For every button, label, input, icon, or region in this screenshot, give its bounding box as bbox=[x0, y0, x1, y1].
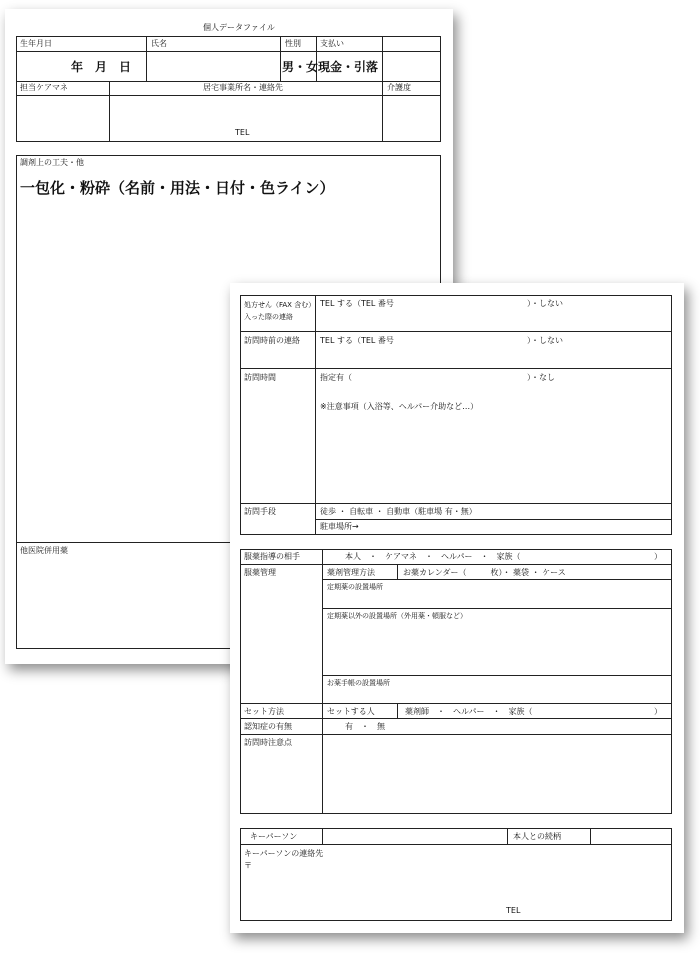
keyperson-table bbox=[240, 828, 672, 921]
pre-visit-value: TEL する（TEL 番号 bbox=[320, 336, 394, 345]
keyperson-tel: TEL bbox=[506, 906, 521, 915]
visit-time-tail: ）・なし bbox=[527, 373, 555, 382]
dementia-value: 有 ・ 無 bbox=[345, 722, 385, 731]
set-person-label: セットする人 bbox=[327, 707, 375, 716]
regular-place-label: 定期薬の設置場所 bbox=[327, 583, 383, 591]
dispensing-label: 調剤上の工夫・他 bbox=[20, 158, 84, 167]
birth-date-label: 生年月日 bbox=[20, 39, 52, 48]
medication-table bbox=[240, 549, 672, 814]
management-method-value: お薬カレンダー（ 枚）・ 薬袋 ・ ケース bbox=[403, 568, 566, 577]
set-person-close: ） bbox=[654, 707, 662, 716]
keyperson-label: キーパーソン bbox=[250, 832, 298, 841]
rx-contact-tail: ）・しない bbox=[527, 299, 563, 308]
dementia-label: 認知症の有無 bbox=[244, 722, 292, 731]
payment-label: 支払い bbox=[320, 39, 344, 48]
medication-management-label: 服薬管理 bbox=[244, 568, 276, 577]
guidance-options: 本人 ・ ケアマネ ・ ヘルパー ・ 家族（ bbox=[345, 552, 521, 561]
care-level-label: 介護度 bbox=[387, 83, 411, 92]
pre-visit-tail: ）・しない bbox=[527, 336, 563, 345]
sex-value: 男・女 bbox=[282, 60, 319, 74]
relation-label: 本人との続柄 bbox=[513, 832, 561, 841]
name-label: 氏名 bbox=[151, 39, 167, 48]
care-manager-label: 担当ケアマネ bbox=[20, 83, 68, 92]
back-sheet bbox=[230, 283, 684, 933]
other-clinic-label: 他医院併用薬 bbox=[20, 546, 68, 555]
postal-mark: 〒 bbox=[244, 861, 252, 870]
visit-time-value: 指定有（ bbox=[320, 373, 352, 382]
nonregular-place-label: 定期薬以外の設置場所（外用薬・頓服など） bbox=[327, 612, 467, 620]
visit-notes-label: 訪問時注意点 bbox=[244, 738, 292, 747]
notebook-place-label: お薬手帳の設置場所 bbox=[327, 679, 390, 687]
parking-label: 駐車場所→ bbox=[320, 522, 359, 531]
set-method-label: セット方法 bbox=[244, 707, 284, 716]
office-label: 居宅事業所名・連絡先 bbox=[203, 83, 283, 92]
management-method-label: 薬剤管理方法 bbox=[327, 568, 375, 577]
guidance-close: ） bbox=[654, 552, 662, 561]
visit-time-note: ※注意事項（入浴等、ヘルパー介助など…） bbox=[320, 402, 479, 411]
guidance-label: 服薬指導の相手 bbox=[244, 552, 300, 561]
transport-label: 訪問手段 bbox=[244, 507, 276, 516]
pre-visit-label: 訪問時前の連絡 bbox=[244, 336, 300, 345]
rx-contact-label: 処方せん（FAX 含む）入った際の連絡 bbox=[244, 301, 312, 321]
office-tel: TEL bbox=[235, 128, 250, 137]
birth-date-value: 年 月 日 bbox=[71, 60, 132, 74]
visit-time-label: 訪問時間 bbox=[244, 373, 276, 382]
transport-value: 徒歩 ・ 自転車 ・ 自動車（駐車場 有・無） bbox=[320, 507, 477, 516]
document-title: 個人データファイル bbox=[203, 23, 275, 32]
keyperson-contact-label: キーパーソンの連絡先 bbox=[244, 849, 324, 858]
rx-contact-value: TEL する（TEL 番号 bbox=[320, 299, 394, 308]
sex-label: 性別 bbox=[285, 39, 301, 48]
set-person-options: 薬剤師 ・ ヘルパー ・ 家族（ bbox=[405, 707, 533, 716]
dispensing-value: 一包化・粉砕（名前・用法・日付・色ライン） bbox=[20, 179, 335, 197]
payment-value: 現金・引落 bbox=[318, 60, 379, 74]
